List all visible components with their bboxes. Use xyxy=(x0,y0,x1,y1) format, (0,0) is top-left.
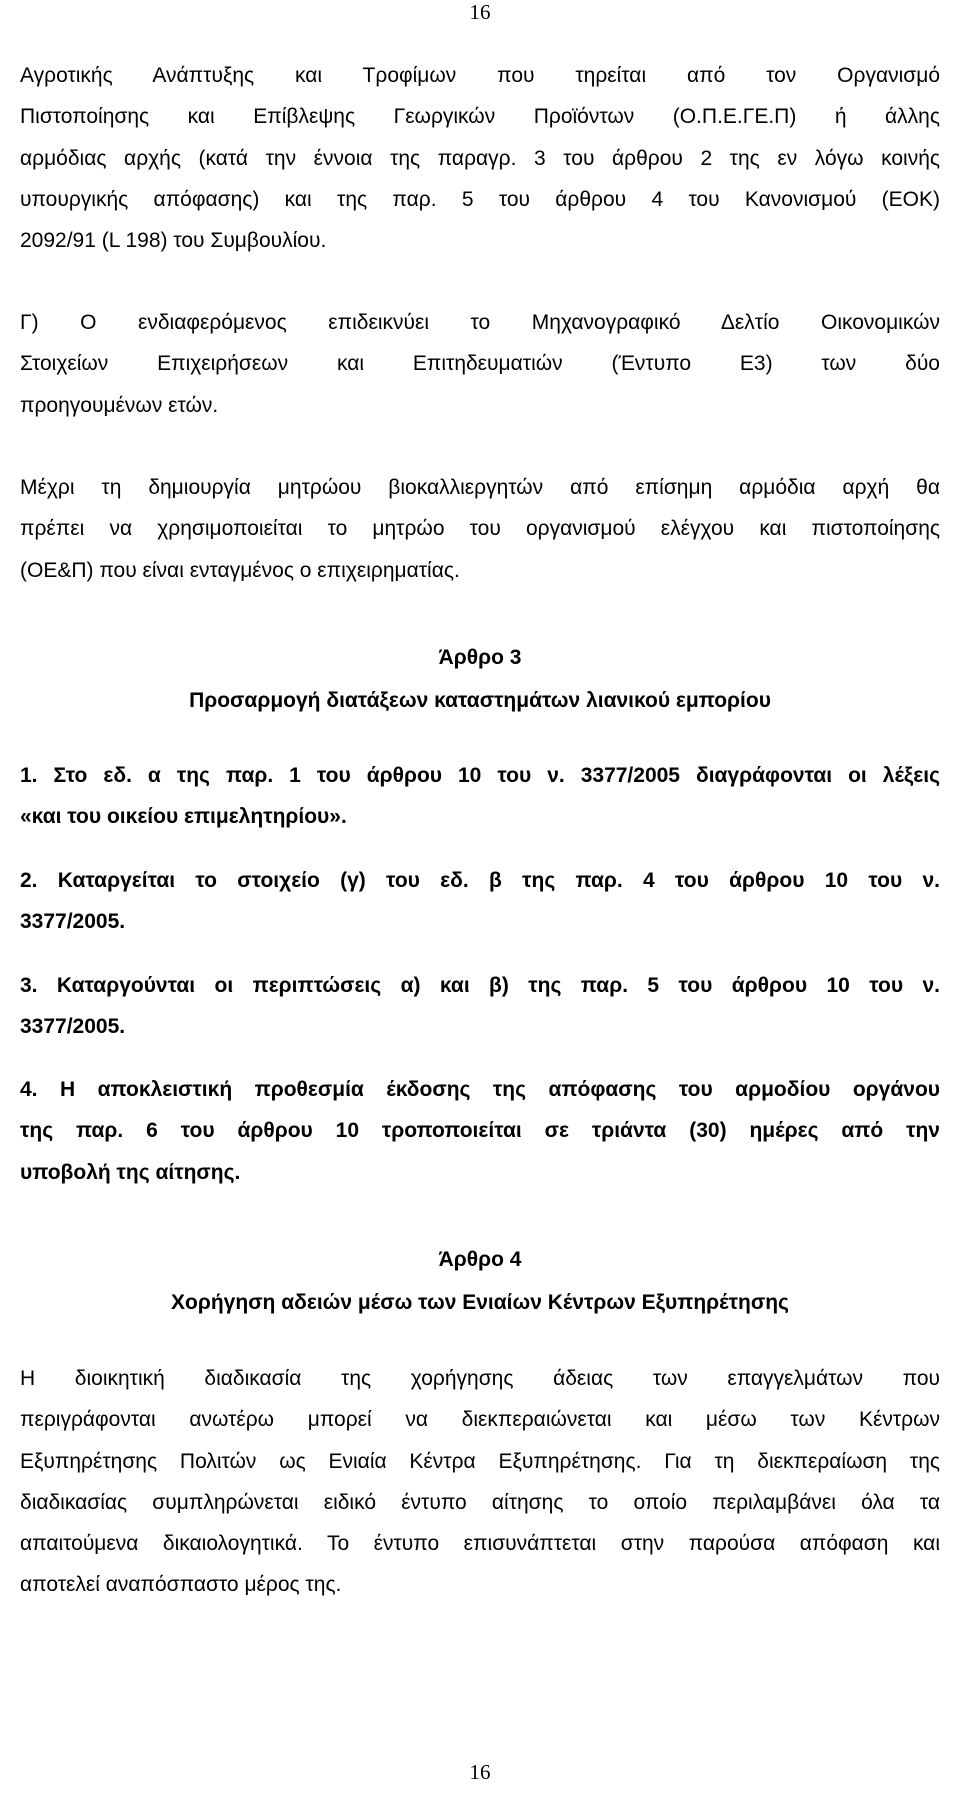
page-number-top: 16 xyxy=(469,0,491,24)
article-4-paragraph xyxy=(20,1358,940,1606)
article-3-item-1 xyxy=(20,755,940,838)
text-line: «και του οικείου επιμελητηρίου». xyxy=(20,805,347,829)
article-4-title: Χορήγηση αδειών μέσω των Ενιαίων Κέντρων Εξυπηρέτησης xyxy=(171,1291,789,1314)
text-line: 3377/2005. xyxy=(20,910,126,934)
text-line: 1. Στο εδ. α της παρ. 1 του άρθρου 10 του ν. 3377/2005 διαγράφονται οι λέξεις xyxy=(20,764,940,787)
text-line: Στοιχείων Επιχειρήσεων και Επιτηδευματιών (Έντυπο Ε3) των δύο xyxy=(20,352,940,376)
text-line: της παρ. 6 του άρθρου 10 τροποποιείται σε τριάντα (30) ημέρες από την xyxy=(20,1119,940,1143)
text-line: αποτελεί αναπόσπαστο μέρος της. xyxy=(20,1573,342,1597)
article-3-number: Άρθρο 3 xyxy=(438,646,522,669)
article-3-item-2 xyxy=(20,860,940,943)
text-line: υποβολή της αίτησης. xyxy=(20,1160,241,1184)
paragraph-continuation xyxy=(20,55,940,261)
text-line: 4. Η αποκλειστική προθεσμία έκδοσης της απόφασης του αρμοδίου οργάνου xyxy=(20,1078,940,1101)
text-line: υπουργικής απόφασης) και της παρ. 5 του άρθρου 4 του Κανονισμού (ΕΟΚ) xyxy=(20,187,940,211)
text-line: προηγουμένων ετών. xyxy=(20,393,219,417)
text-line: διαδικασίας συμπληρώνεται ειδικό έντυπο αίτησης το οποίο περιλαμβάνει όλα τα xyxy=(20,1490,940,1514)
text-line: αρμόδιας αρχής (κατά την έννοια της παραγρ. 3 του άρθρου 2 της εν λόγω κοινής xyxy=(20,146,940,170)
text-line: 2092/91 (L 198) του Συμβουλίου. xyxy=(20,229,327,252)
text-line: απαιτούμενα δικαιολογητικά. Το έντυπο επισυνάπτεται στην παρούσα απόφαση και xyxy=(20,1532,940,1555)
text-line: Εξυπηρέτησης Πολιτών ως Ενιαία Κέντρα Εξυπηρέτησης. Για τη διεκπεραίωση της xyxy=(20,1449,940,1473)
text-line: Η διοικητική διαδικασία της χορήγησης άδειας των επαγγελμάτων που xyxy=(20,1367,940,1390)
text-line: (ΟΕ&Π) που είναι ενταγμένος ο επιχειρηματίας. xyxy=(20,558,460,582)
article-3-item-4 xyxy=(20,1069,940,1193)
article-3-item-3 xyxy=(20,965,940,1048)
text-line: περιγράφονται ανωτέρω μπορεί να διεκπεραιώνεται και μέσω των Κέντρων xyxy=(20,1408,940,1432)
text-line: Γ) Ο ενδιαφερόμενος επιδεικνύει το Μηχανογραφικό Δελτίο Οικονομικών xyxy=(20,311,940,334)
text-line: Αγροτικής Ανάπτυξης και Τροφίμων που τηρείται από τον Οργανισμό xyxy=(20,64,940,87)
text-line: 3377/2005. xyxy=(20,1015,126,1039)
paragraph-g xyxy=(20,302,940,426)
article-4-number: Άρθρο 4 xyxy=(438,1248,522,1271)
text-line: 2. Καταργείται το στοιχείο (γ) του εδ. β της παρ. 4 του άρθρου 10 του ν. xyxy=(20,869,940,892)
text-line: Μέχρι τη δημιουργία μητρώου βιοκαλλιεργητών από επίσημη αρμόδια αρχή θα xyxy=(20,476,940,499)
page-number-bottom: 16 xyxy=(469,1760,491,1784)
text-line: Πιστοποίησης και Επίβλεψης Γεωργικών Προϊόντων (Ο.Π.Ε.ΓΕ.Π) ή άλλης xyxy=(20,105,940,129)
text-line: πρέπει να χρησιμοποιείται το μητρώο του οργανισμού ελέγχου και πιστοποίησης xyxy=(20,517,940,541)
text-line: 3. Καταργούνται οι περιπτώσεις α) και β) της παρ. 5 του άρθρου 10 του ν. xyxy=(20,974,940,997)
paragraph-registry xyxy=(20,467,940,591)
article-3-title: Προσαρμογή διατάξεων καταστημάτων λιανικού εμπορίου xyxy=(189,689,771,712)
